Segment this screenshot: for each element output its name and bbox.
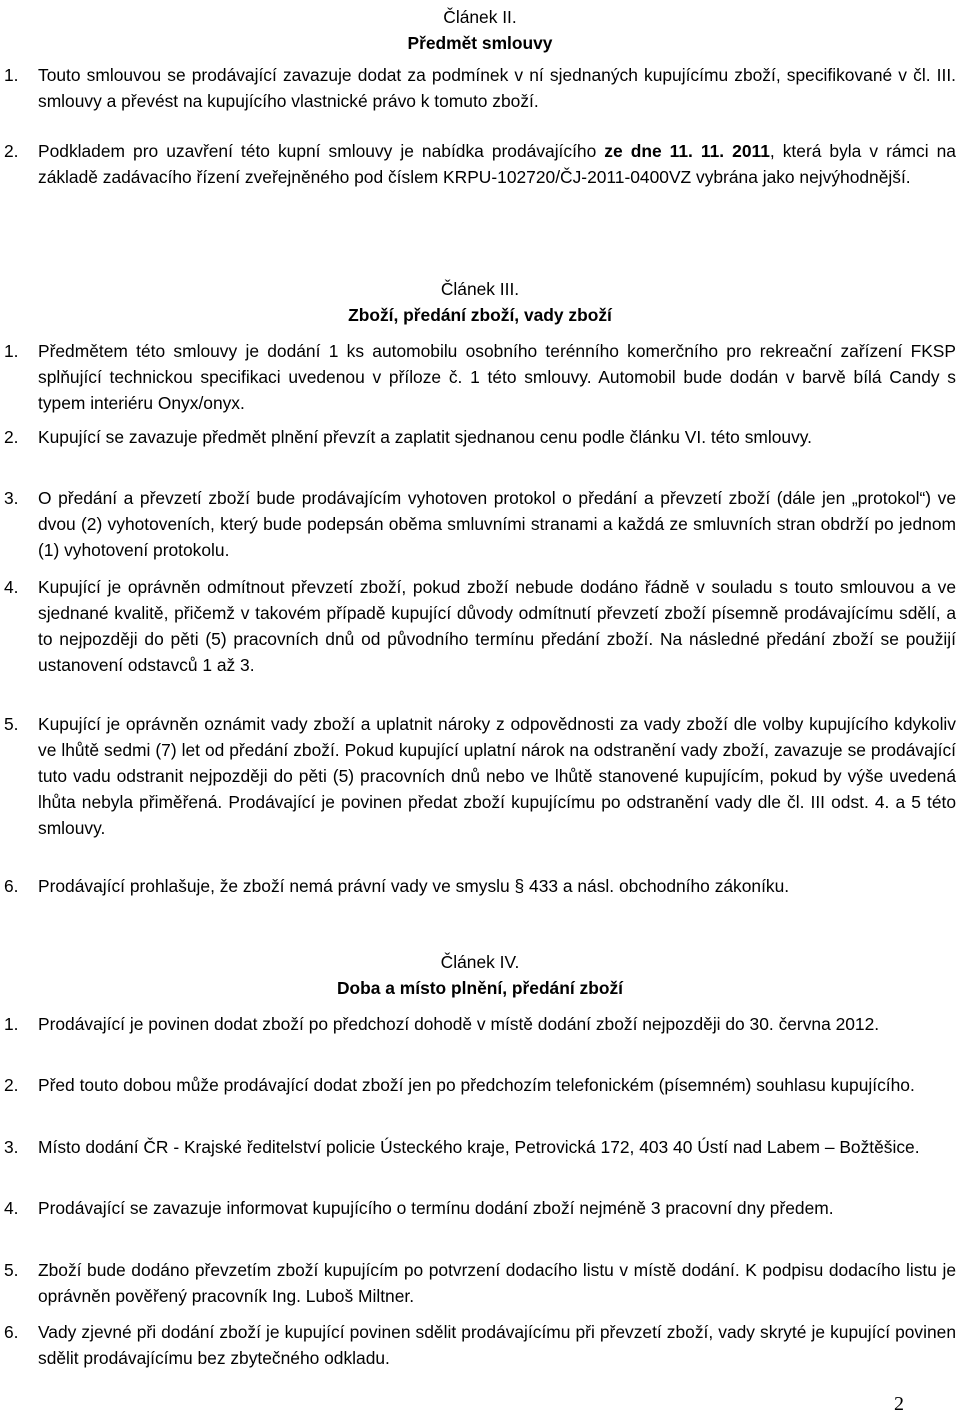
article-4-item-6 xyxy=(0,1319,956,1371)
article-2-item-2 xyxy=(0,138,956,190)
item-number: 3. xyxy=(4,1137,19,1157)
article-3-title: Zboží, předání zboží, vady zboží xyxy=(348,305,612,325)
item-text: Zboží bude dodáno převzetím zboží kupujícím po potvrzení dodacího listu v místě dodání. K podpisu dodacího listu je oprávněn pověřený pracovník Ing. Luboš Miltner. xyxy=(38,1260,956,1306)
item-text: Předmětem této smlouvy je dodání 1 ks automobilu osobního terénního komerčního pro rekreační zařízení FKSP splňující technickou specifikaci uvedenou v příloze č. 1 této smlouvy. Automobil bude dodán v barvě bílá Candy s typem interiéru Onyx/onyx. xyxy=(38,341,956,413)
item-text: Vady zjevné při dodání zboží je kupující povinen sdělit prodávajícímu při převzetí zboží, vady skryté je kupující povinen sdělit prodávajícímu bez zbytečného odkladu. xyxy=(38,1322,956,1368)
item-text: Touto smlouvou se prodávající zavazuje dodat za podmínek v ní sjednaných kupujícímu zboží, specifikované v čl. III. smlouvy a převést na kupujícího vlastnické právo k tomuto zboží. xyxy=(38,65,956,111)
item-text: Místo dodání ČR - Krajské ředitelství policie Ústeckého kraje, Petrovická 172, 403 40 Ústí nad Labem – Božtěšice. xyxy=(38,1137,920,1157)
article-3 xyxy=(0,276,960,328)
article-3-item-4 xyxy=(0,574,956,678)
item-text: Kupující je oprávněn oznámit vady zboží a uplatnit nároky z odpovědnosti za vady zboží dle volby kupujícího kdykoliv ve lhůtě sedmi (7) let od předání zboží. Pokud kupující uplatní nárok na odstranění vady zboží, zavazuje se prodávající tuto vadu odstranit nejpozději do pěti (5) pracovních dnů nebo ve lhůtě stanovené kupujícím, pokud by výše uvedená lhůta nebyla přiměřená. Prodávající je povinen předat zboží kupujícímu po odstranění vady dle čl. III odst. 4. a 5 této smlouvy. xyxy=(38,714,956,838)
item-number: 5. xyxy=(4,714,19,734)
item-text: Před touto dobou může prodávající dodat zboží jen po předchozím telefonickém (písemném) souhlasu kupujícího. xyxy=(38,1075,915,1095)
item-number: 1. xyxy=(4,65,19,85)
article-2-title: Předmět smlouvy xyxy=(407,33,553,53)
article-4-item-5 xyxy=(0,1257,956,1309)
article-3-item-3 xyxy=(0,485,956,563)
item-text: Prodávající se zavazuje informovat kupujícího o termínu dodání zboží nejméně 3 pracovní dny předem. xyxy=(38,1198,834,1218)
article-4-title: Doba a místo plnění, předání zboží xyxy=(336,978,623,998)
item-text: Kupující se zavazuje předmět plnění převzít a zaplatit sjednanou cenu podle článku VI. této smlouvy. xyxy=(38,427,813,447)
article-4-item-4 xyxy=(0,1195,956,1221)
item-number: 2. xyxy=(4,141,19,161)
article-2 xyxy=(0,4,960,56)
article-3-item-6 xyxy=(0,873,956,899)
item-text-part: Podkladem pro uzavření této kupní smlouvy je nabídka prodávajícího xyxy=(38,141,605,161)
item-number: 6. xyxy=(4,1322,19,1342)
item-text xyxy=(38,138,956,190)
item-number: 6. xyxy=(4,876,19,896)
item-number: 1. xyxy=(4,341,19,361)
item-number: 4. xyxy=(4,1198,19,1218)
item-text: Prodávající prohlašuje, že zboží nemá právní vady ve smyslu § 433 a násl. obchodního zákoníku. xyxy=(38,876,790,896)
article-4-item-2 xyxy=(0,1072,956,1098)
article-3-item-5 xyxy=(0,711,956,841)
article-4-item-3 xyxy=(0,1134,956,1160)
item-text: O předání a převzetí zboží bude prodávajícím vyhotoven protokol o předání a převzetí zboží (dále jen „protokol“) ve dvou (2) vyhotoveních, který bude podepsán oběma smluvními stranami a každá ze smluvních stran obdrží po jednom (1) vyhotovení protokolu. xyxy=(38,488,956,560)
item-text: Kupující je oprávněn odmítnout převzetí zboží, pokud zboží nebude dodáno řádně v souladu s touto smlouvou a ve sjednané kvalitě, přičemž v takovém případě kupující důvody odmítnutí převzetí zboží písemně prodávajícímu sdělí, a to nejpozději do pěti (5) pracovních dnů od původního termínu předání zboží. Na následné předání zboží se použijí ustanovení odstavců 1 až 3. xyxy=(38,577,956,675)
item-text-part: , která byla v rámci na základě zadávacího řízení zveřejněného pod číslem KRPU-102720/ČJ-2011-0400VZ vybrána jako nejvýhodnější. xyxy=(38,141,956,187)
item-number: 3. xyxy=(4,488,19,508)
article-2-number: Článek II. xyxy=(443,7,517,27)
item-number: 2. xyxy=(4,1075,19,1095)
article-2-item-1 xyxy=(0,62,956,114)
article-4-number: Článek IV. xyxy=(440,952,520,972)
item-text: Prodávající je povinen dodat zboží po předchozí dohodě v místě dodání zboží nejpozději do 30. června 2012. xyxy=(38,1014,880,1034)
article-3-item-2 xyxy=(0,424,956,450)
article-4 xyxy=(0,949,960,1001)
page-number: 2 xyxy=(894,1393,904,1415)
item-number: 1. xyxy=(4,1014,19,1034)
article-3-number: Článek III. xyxy=(440,279,520,299)
item-number: 2. xyxy=(4,427,19,447)
offer-date: ze dne 11. 11. 2011 xyxy=(604,141,770,161)
item-number: 5. xyxy=(4,1260,19,1280)
item-number: 4. xyxy=(4,577,19,597)
article-3-item-1 xyxy=(0,338,956,416)
article-4-item-1 xyxy=(0,1011,956,1037)
